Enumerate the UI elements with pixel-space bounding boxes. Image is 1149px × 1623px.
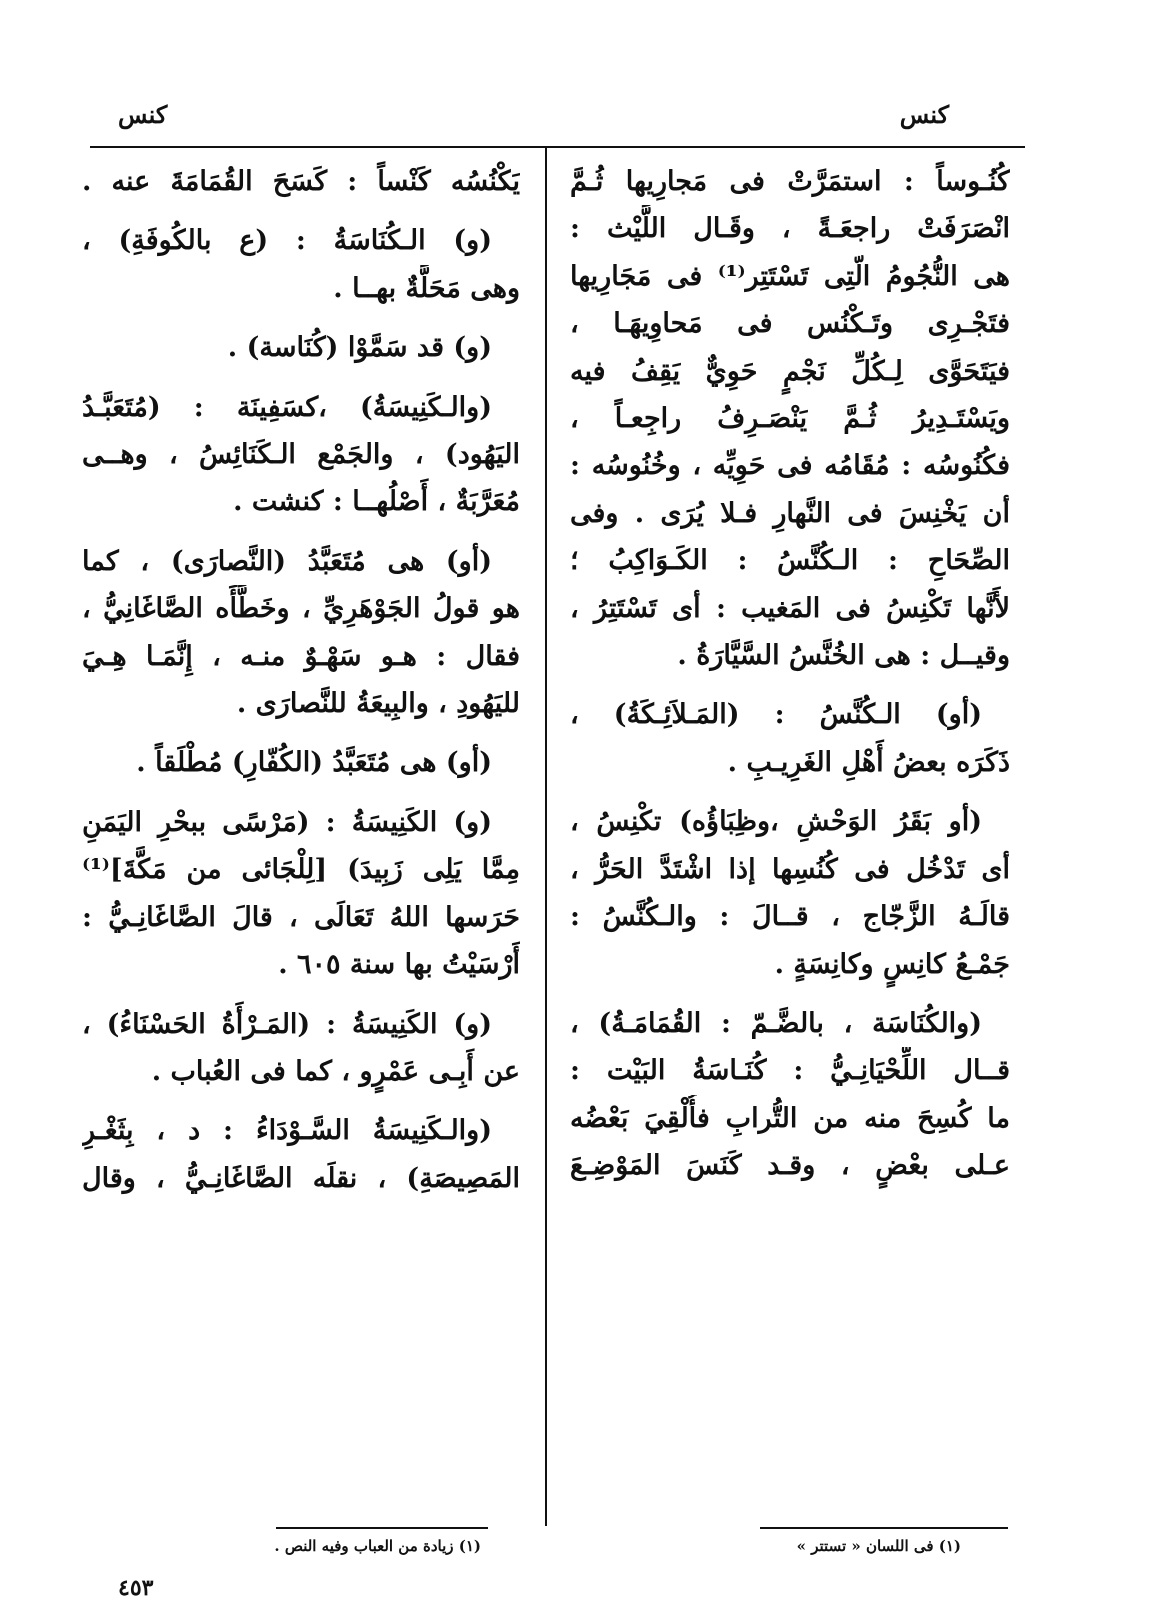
text-line: مِمَّا يَلِى زَبِيدَ) [لِلْجَائى من مَكَّةَ]⁽¹⁾: [82, 854, 520, 886]
text-line: قــال اللِّحْيَانِـيُّ : كُنَـاسَةُ البَيْت :: [570, 1055, 1010, 1087]
entry-kanisa-hasna: [82, 1001, 520, 1096]
text-line: عن أَبِـى عَمْرٍو ، كما فى العُباب .: [151, 1055, 520, 1087]
text-line: (والكُنَاسَة ، بالضَّـمّ : القُمَامَـةُ) ،: [570, 1007, 982, 1039]
entry-kanisa-yahud: [82, 384, 520, 526]
entry-baqar-alwahsh: [570, 798, 1010, 988]
entry-kanisa-nasara: [82, 538, 520, 728]
text-line: (أو) الـكُنَّسُ : (المَـلاَئِـكَةُ) ،: [570, 699, 982, 731]
text-line: (و) الكَنِيسَةُ : (المَـرْأَةُ الحَسْنَاءُ) ،: [82, 1008, 492, 1040]
text-line: ويَسْتَـدِيرُ ثُـمَّ يَنْصَـرِفُ راجِعـاً ،: [570, 403, 1010, 435]
footnote-rule-left: [276, 1527, 488, 1529]
text-line: هى النُّجُومُ الّتِى تَسْتَتِر⁽¹⁾ فى مَجَارِيها: [570, 260, 1010, 292]
text-line: لليَهُودِ ، والبِيعَةُ للنَّصارَى .: [236, 688, 520, 720]
text-line: المَصِيصَةِ) ، نقلَه الصَّاغَانِـيُّ ، وقال: [82, 1162, 520, 1194]
text-line: مُعَرَّبَةٌ ، أَصْلُهــا : كنشت .: [233, 486, 520, 518]
text-line: عـلى بعْضٍ ، وقـد كَنَسَ المَوْضِـعَ: [570, 1150, 1010, 1182]
text-line: هو قولُ الجَوْهَرِيِّ ، وخَطَّأَه الصَّاغَانِيُّ ،: [82, 593, 520, 625]
column-divider: [545, 148, 547, 1526]
entry-malaika: [570, 691, 1010, 786]
text-line: (أو) هى مُتَعَبَّدُ (النَّصارَى) ، كما: [82, 545, 492, 577]
entry-kanisa-sawda: [82, 1107, 520, 1202]
left-column: [82, 158, 520, 1214]
header-rule: [90, 146, 1025, 148]
text-line: يَكْنُسُه كَنْساً : كَسَحَ القُمَامَةَ عنه .: [82, 166, 520, 197]
entry-kunus: [570, 158, 1010, 679]
text-line: فتَجْـرِى وتَـكْنُس فى مَحاوِيهَـا ،: [570, 308, 1010, 340]
text-line: أَرْسَيْتُ بها سنة ٦٠٥ .: [278, 949, 520, 981]
text-line: اليَهُود) ، والجَمْع الـكَنَائِسُ ، وهــى: [82, 439, 520, 471]
text-line: جَمْـعُ كانِسٍ وكانِسَةٍ .: [774, 948, 1010, 980]
footnote-rule-right: [760, 1527, 1008, 1529]
text-line: فقال : هـو سَهْـوٌ منـه ، إِنَّمَـا هِـيَ: [82, 640, 520, 672]
footnote-left: (١) زيادة من العباب وفيه النص .: [274, 1537, 481, 1555]
text-line: كُنُـوساً : استمَرَّتْ فى مَجارِيها ثُـمَّ: [570, 166, 1010, 197]
entry-kunasa: [570, 1000, 1010, 1190]
text-line: ذَكَرَه بعضُ أَهْلِ الغَرِيـبِ .: [727, 746, 1010, 778]
text-line: (والـكَنِيسَةُ السَّـوْدَاءُ : د ، بِثَغْـرِ: [82, 1115, 492, 1147]
text-line: (و) الكَنِيسَةُ : (مَرْسًى ببحْرِ اليَمَنِ: [82, 806, 492, 838]
text-line: ما كُسِحَ منه من التُّرابِ فأُلْقِيَ بَعْضُه: [570, 1102, 1010, 1134]
text-line: وهى مَحَلَّةٌ بهــا .: [333, 272, 520, 304]
entry-kanisa-kuffar: [82, 739, 520, 786]
entry-continuation: [82, 158, 520, 205]
text-line: فكُنُوسُه : مُقَامُه فى حَوِيِّه ، وخُنُوسُه :: [570, 450, 1010, 482]
right-column: [570, 158, 1010, 1202]
text-line: أن يَخْنِسَ فى النَّهارِ فـلا يُرَى . وفى: [570, 497, 1010, 529]
running-header-left: كنس: [118, 100, 168, 129]
text-line: (و) قد سَمَّوْا (كُنَاسة) .: [227, 332, 492, 364]
text-line: (و) الـكُنَاسَةُ : (ع بالكُوفَةِ) ،: [82, 225, 492, 257]
text-line: لأَنَّها تَكْنِسُ فى المَغيب : أى تَسْتَتِرُ ،: [570, 592, 1010, 624]
text-line: حَرَسها اللهُ تَعَالَى ، قالَ الصَّاغَانِـيُّ :: [82, 901, 520, 933]
text-line: انْصَرَفَتْ راجعَـةً ، وقَـال اللَّيْث :: [570, 213, 1010, 245]
text-line: (والـكَنِيسَةُ) ،كسَفِينَة : (مُتَعَبَّـدُ: [82, 391, 492, 423]
text-line: أى تَدْخُل فى كُنُسِها إذا اشْتَدَّ الحَرُّ ،: [570, 853, 1010, 885]
entry-kanisa-marsa: [82, 799, 520, 989]
text-line: قالَـهُ الزَّجّاج ، قــالَ : والـكُنَّسُ :: [570, 901, 1010, 933]
entry-kunasa-kufa: [82, 217, 520, 312]
text-line: (أو) هى مُتَعَبَّدُ (الكُفّارِ) مُطْلَقاً .: [136, 747, 492, 779]
running-header-right: كنس: [899, 100, 949, 129]
entry-kunasa-name: [82, 324, 520, 371]
text-line: وقيــل : هى الخُنَّسُ السَّيَّارَةُ .: [677, 640, 1010, 672]
page-number: ٤٥٣: [118, 1575, 154, 1601]
text-line: (أو بَقَرُ الوَحْشِ ،وظِبَاؤُه) تكْنِسُ ،: [570, 806, 982, 838]
text-line: الصِّحَاحِ : الـكُنَّسُ : الكَـوَاكِبُ ؛: [570, 545, 1010, 577]
footnote-right: (١) فى اللسان « تستتر »: [796, 1537, 961, 1555]
text-line: فيَتَحَوَّى لِـكُلِّ نَجْمٍ حَوِيٌّ يَقِفُ فيه: [570, 355, 1010, 387]
